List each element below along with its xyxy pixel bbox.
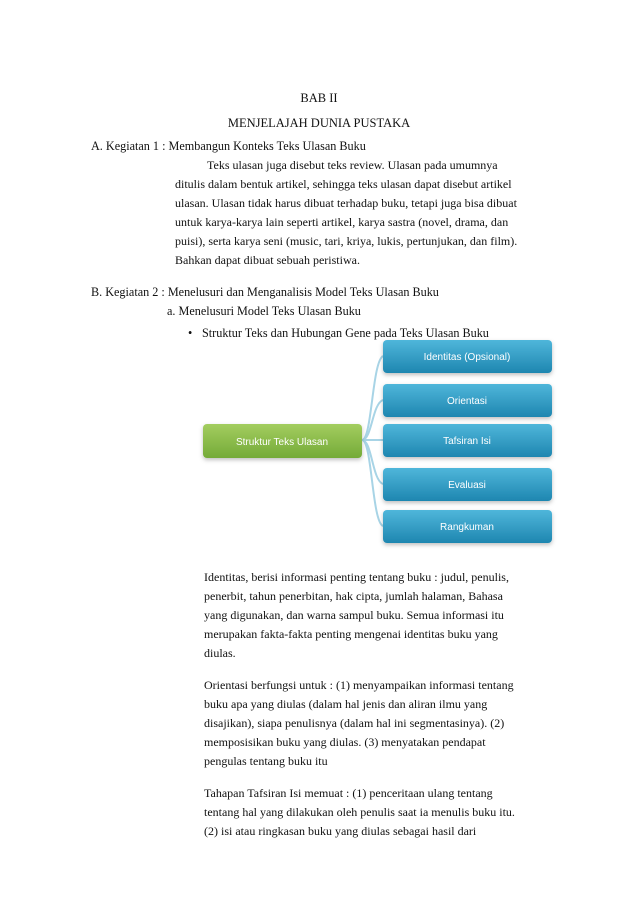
diagram-root-label: Struktur Teks Ulasan [235, 437, 329, 448]
paragraph-line: buku apa yang diulas (dalam hal jenis dan aliran ilmu yang [204, 697, 488, 711]
diagram-node-label: Rangkuman [440, 522, 494, 533]
paragraph-line: merupakan fakta-fakta penting mengenai identitas buku yang [204, 627, 498, 641]
paragraph-line: Tahapan Tafsiran Isi memuat : (1) penceritaan ulang tentang [204, 786, 493, 800]
paragraph-line: Bahkan dapat dibuat sebuah peristiwa. [175, 253, 360, 267]
paragraph-line: ulasan. Ulasan tidak harus dibuat terhadap buku, tetapi juga bisa dibuat [175, 196, 517, 210]
diagram-node-label: Evaluasi [448, 480, 486, 491]
paragraph-line: (2) isi atau ringkasan buku yang diulas sebagai hasil dari [204, 824, 477, 838]
paragraph-line: ditulis dalam bentuk artikel, sehingga teks ulasan dapat disebut artikel [175, 177, 512, 191]
paragraph-line: puisi), serta karya seni (music, tari, kriya, lukis, pertunjukan, dan film). [175, 234, 518, 248]
section-b-subheading: a. Menelusuri Model Teks Ulasan Buku [167, 304, 361, 318]
paragraph-line: disajikan), siapa penulisnya (dalam hal ini segmentasinya). (2) [204, 716, 505, 730]
diagram-node-label: Identitas (Opsional) [423, 352, 511, 363]
diagram-node-label: Tafsiran Isi [443, 436, 491, 447]
paragraph-line: untuk karya-karya lain seperti artikel, karya sastra (novel, drama, dan [175, 215, 509, 229]
paragraph-line: diulas. [204, 646, 236, 660]
connector-line [362, 356, 383, 440]
paragraph-line: tentang hal yang dilakukan oleh penulis saat ia menulis buku itu. [204, 805, 515, 819]
paragraph-line: memposisikan buku yang diulas. (3) menyatakan pendapat [204, 735, 486, 749]
chapter-title: MENJELAJAH DUNIA PUSTAKA [227, 116, 411, 130]
paragraph-line: yang digunakan, dan warna sampul buku. Semua informasi itu [204, 608, 504, 622]
paragraph-line: Orientasi berfungsi untuk : (1) menyampaikan informasi tentang [204, 678, 514, 692]
paragraph-line: penerbit, tahun penerbitan, hak cipta, jumlah halaman, Bahasa [204, 589, 503, 603]
chapter-number: BAB II [300, 91, 338, 105]
section-b-heading: B. Kegiatan 2 : Menelusuri dan Menganalisis Model Teks Ulasan Buku [91, 285, 439, 299]
section-a-heading: A. Kegiatan 1 : Membangun Konteks Teks Ulasan Buku [91, 139, 366, 153]
paragraph-line: pengulas tentang buku itu [204, 754, 328, 768]
diagram-node-label: Orientasi [446, 396, 488, 407]
bullet-icon: • [188, 326, 193, 340]
paragraph-line: Teks ulasan juga disebut teks review. Ulasan pada umumnya [207, 158, 498, 172]
paragraph-line: Identitas, berisi informasi penting tentang buku : judul, penulis, [204, 570, 509, 584]
bullet-text: Struktur Teks dan Hubungan Gene pada Teks Ulasan Buku [202, 326, 489, 340]
connector-line [362, 400, 383, 440]
